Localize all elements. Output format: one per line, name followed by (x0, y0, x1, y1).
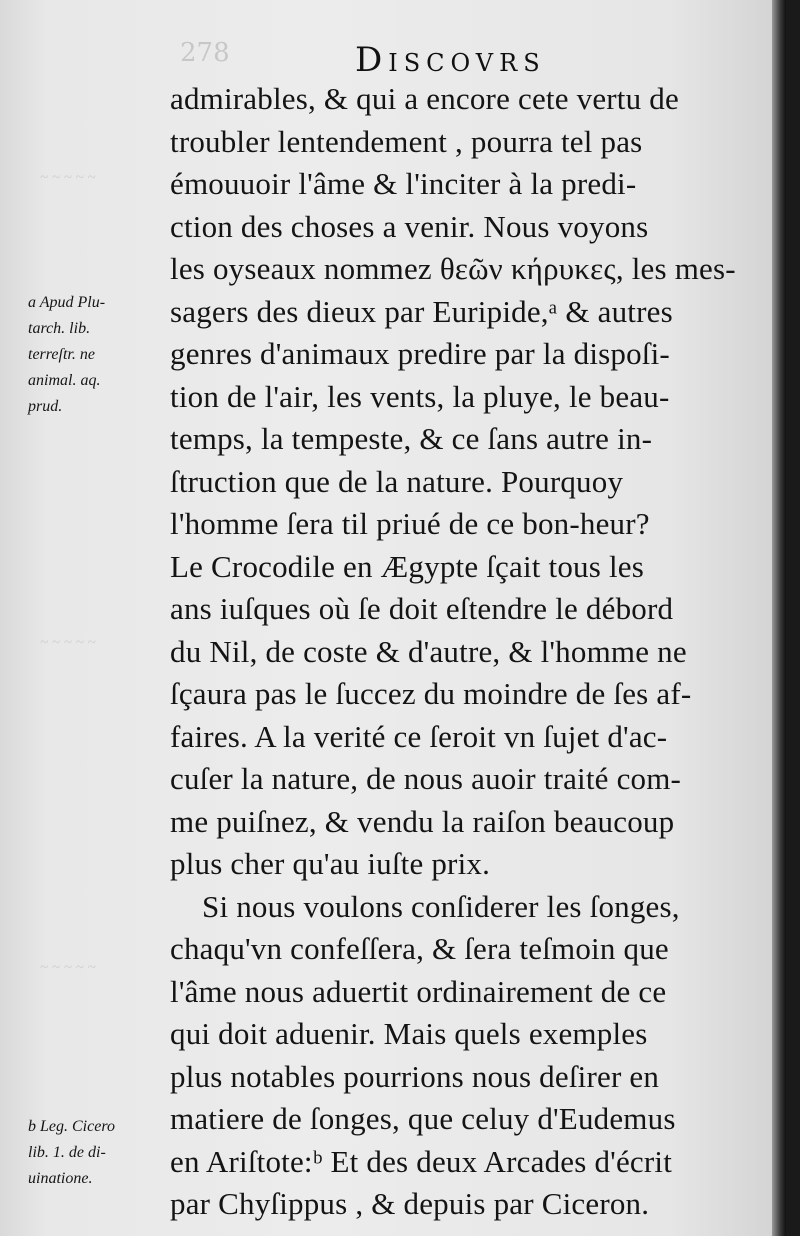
running-head: Discovrs (355, 40, 546, 80)
text-line: admirables, & qui a encore cete vertu de (170, 81, 679, 116)
text-line: plus notables pourrions nous deſirer en (170, 1058, 660, 1094)
text-line: plus cher qu'au iuſte prix. (170, 846, 491, 881)
text-line: me puiſnez, & vendu la raiſon beaucoup (170, 803, 675, 839)
text-line: ans iuſques où ſe doit eſtendre le débord (170, 591, 674, 626)
bleed-page-number: 278 (180, 38, 230, 68)
text-line: du Nil, de coste & d'autre, & l'homme ne (170, 633, 687, 669)
bleed-through-text: ~ ~ ~ ~ ~ (40, 170, 96, 186)
text-line: chaqu'vn confeſſera, & ſera teſmoin que (170, 931, 669, 966)
margin-note-line: terreſtr. ne (28, 346, 95, 363)
text-line: Le Crocodile en Ægypte ſçait tous les (170, 548, 645, 584)
body-text (170, 78, 760, 1226)
text-line: Si nous voulons conſiderer les ſonges, (202, 888, 680, 924)
margin-note-b (28, 1114, 168, 1192)
text-line: matiere de ſonges, que celuy d'Eudemus (170, 1101, 676, 1136)
text-line: qui doit aduenir. Mais quels exemples (170, 1016, 648, 1051)
bleed-through-text: ~ ~ ~ ~ ~ (40, 960, 96, 976)
text-line: genres d'animaux predire par la dispoſi- (170, 336, 670, 371)
text-line: cuſer la nature, de nous auoir traité com- (170, 761, 682, 796)
margin-note-line: uinatione. (28, 1170, 93, 1187)
text-line: tion de l'air, les vents, la pluye, le beau- (170, 378, 670, 414)
text-line: l'âme nous aduertit ordinairement de ce (170, 973, 667, 1009)
page-edge-shadow (772, 0, 786, 1236)
text-line: ction des choses a venir. Nous voyons (170, 208, 649, 244)
text-line: troubler lentendement , pourra tel pas (170, 123, 643, 159)
bleed-through-text: ~ ~ ~ ~ ~ (40, 635, 96, 651)
margin-note-line: lib. 1. de di- (28, 1144, 106, 1161)
text-line: sagers des dieux par Euripide,ᵃ & autres (170, 293, 673, 329)
margin-note-line: animal. aq. (28, 372, 101, 389)
text-line: l'homme ſera til priué de ce bon-heur? (170, 506, 650, 541)
text-line: par Chyſippus , & depuis par Ciceron. (170, 1186, 650, 1221)
text-line: temps, la tempeste, & ce ſans autre in- (170, 421, 653, 456)
text-line: émouuoir l'âme & l'inciter à la predi- (170, 166, 637, 201)
text-line: ſçaura pas le ſuccez du moindre de ſes af- (170, 676, 692, 711)
margin-note-a (28, 290, 168, 420)
margin-note-line: a Apud Plu- (28, 294, 106, 311)
margin-note-line: prud. (28, 398, 63, 415)
text-line: ſtruction que de la nature. Pourquoy (170, 463, 624, 499)
text-line: faires. A la verité ce ſeroit vn ſujet d'ac- (170, 718, 668, 754)
margin-note-line: tarch. lib. (28, 320, 91, 337)
text-line: en Ariſtote:ᵇ Et des deux Arcades d'écrit (170, 1143, 673, 1179)
text-line: les oyseaux nommez θεῶν κήρυκες, les mes- (170, 251, 736, 286)
margin-note-line: b Leg. Cicero (28, 1118, 115, 1135)
